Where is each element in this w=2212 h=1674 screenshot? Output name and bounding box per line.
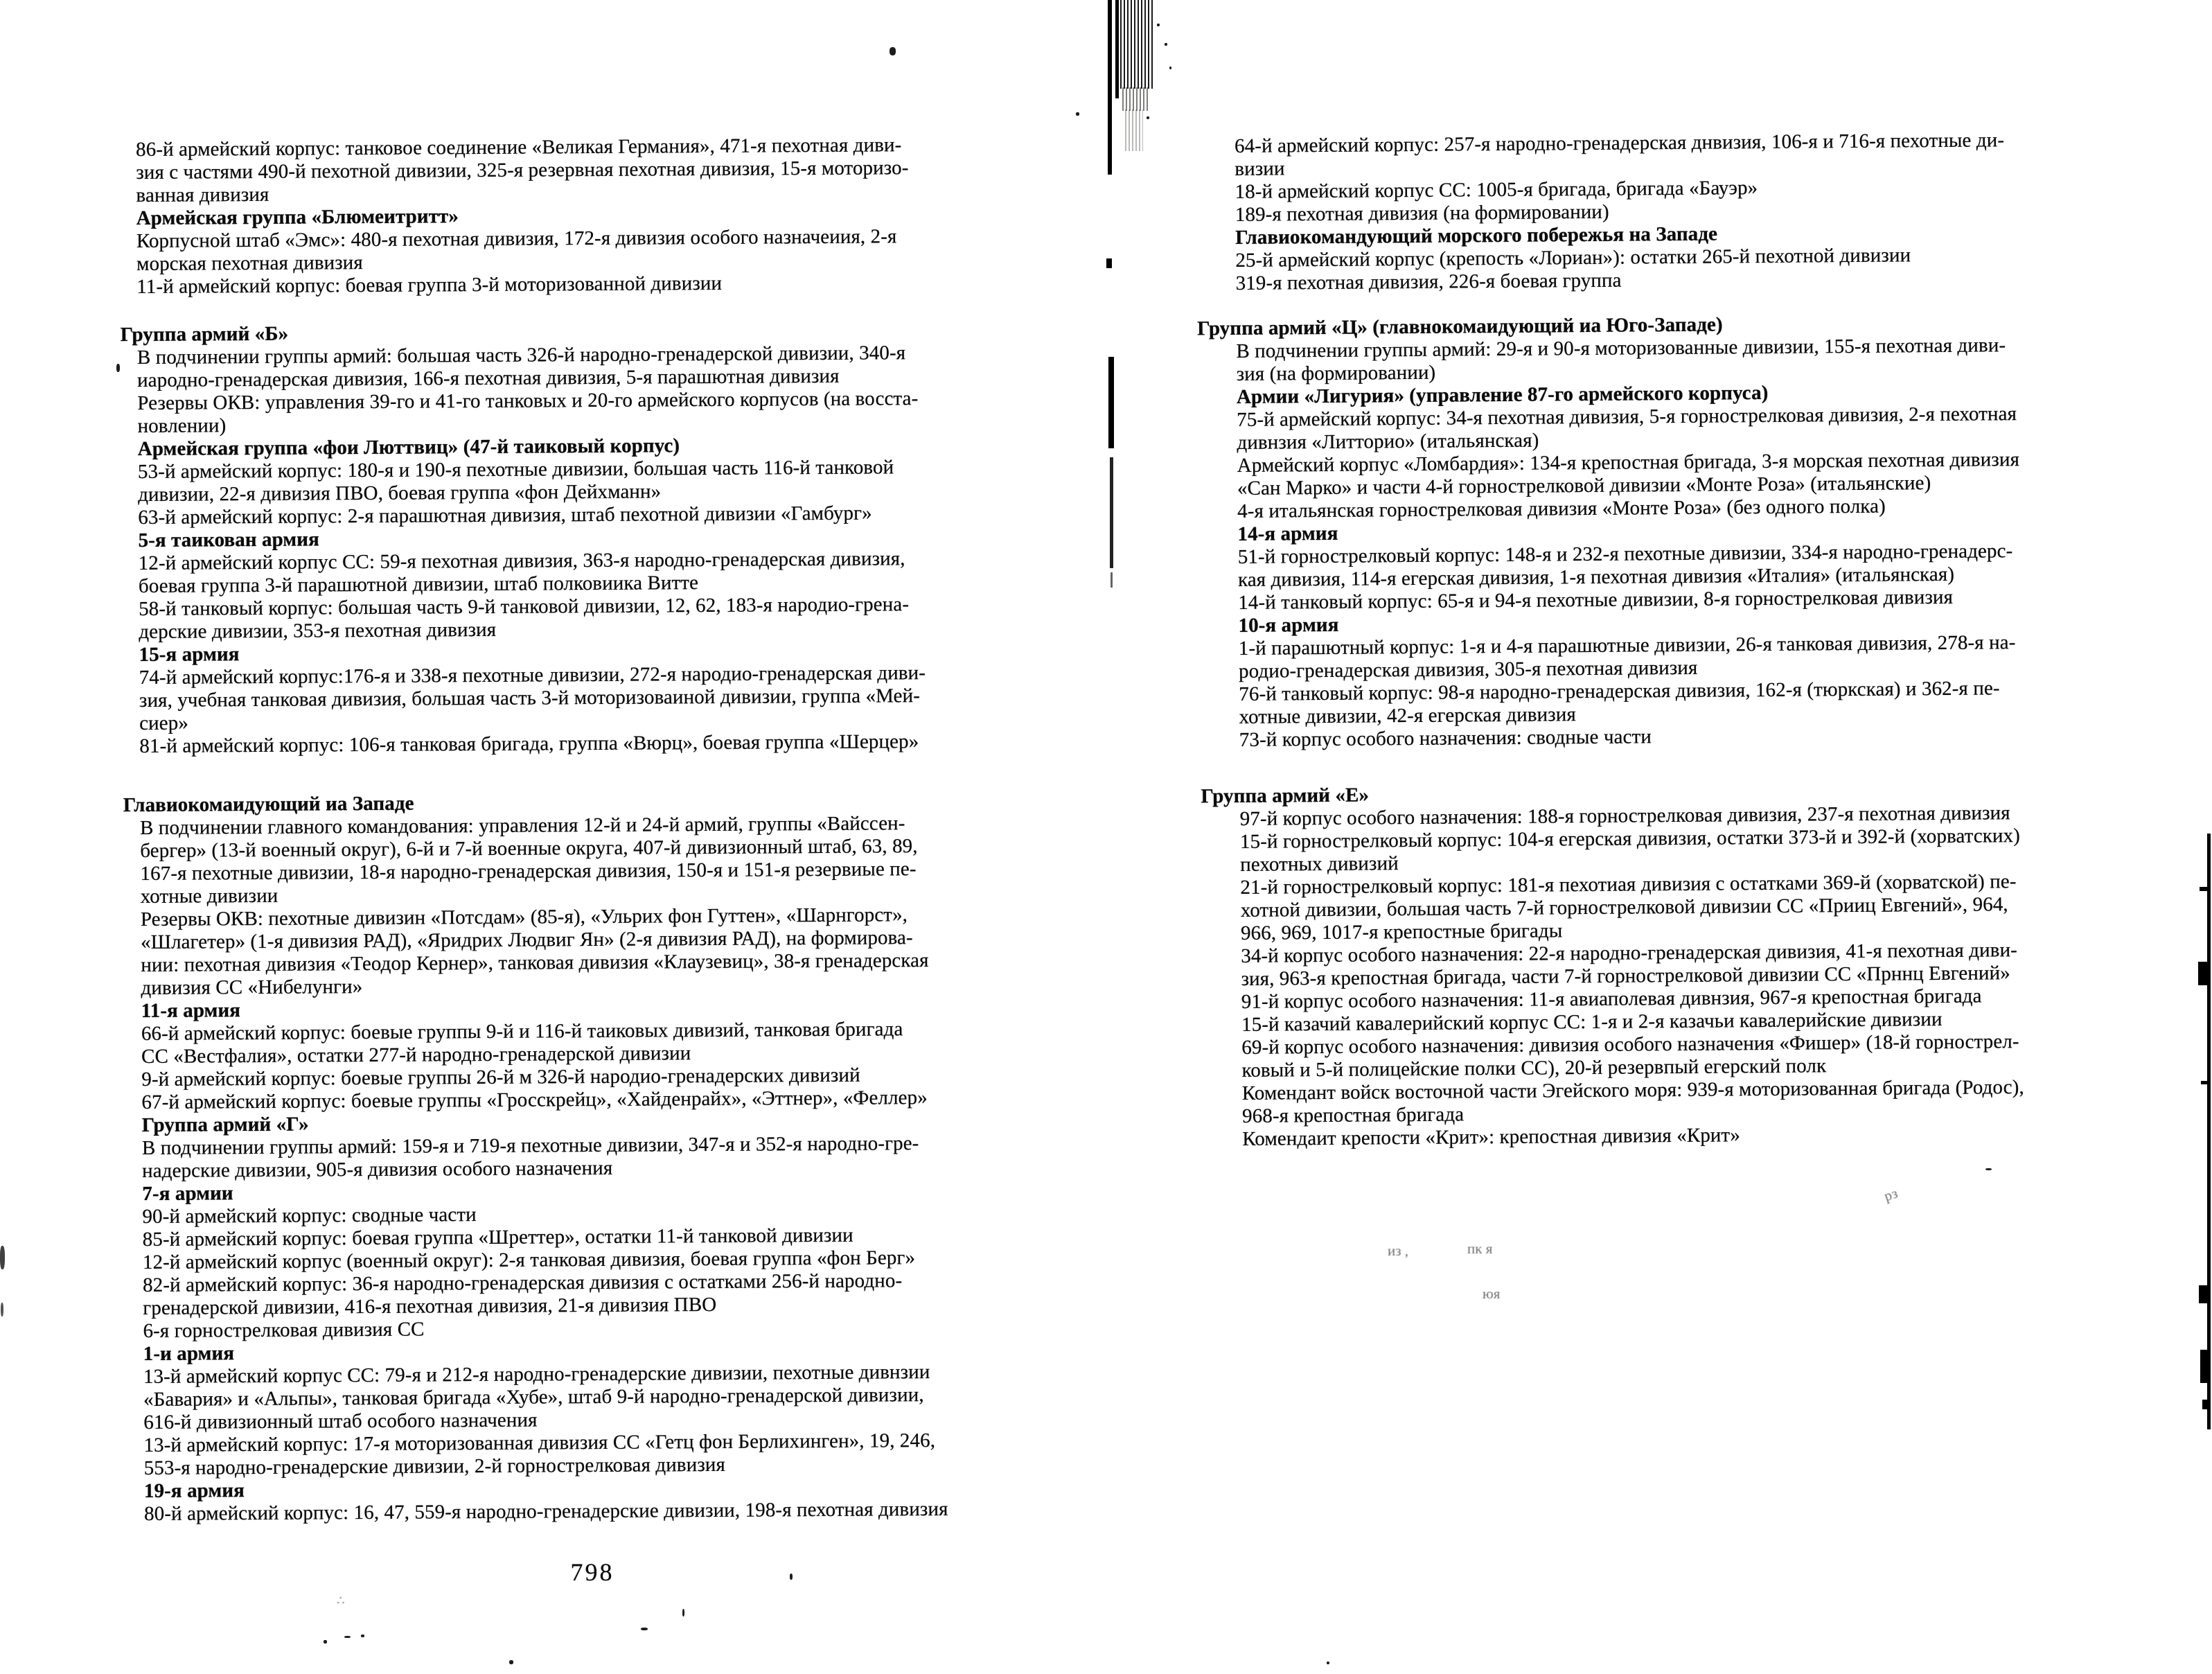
subsection-header: 15-я армия	[139, 643, 240, 667]
gutter-streak-artifact	[1111, 572, 1113, 588]
text-line: надерские дивизии, 905-я дивизия особого назначения	[142, 1156, 613, 1182]
text-line: дивизии, 22-я дивизия ПВО, боевая группа «фон Дейхманн»	[138, 480, 662, 506]
text-line: 90-й армейский корпус: сводные части	[142, 1204, 477, 1228]
text-line: 12-й армейский корпус СС: 59-я пехотная дивизия, 363-я народно-гренадерская дивизия,	[138, 547, 905, 575]
text-line: гренадерской дивизии, 416-я пехотная дивизия, 21-я дивизия ПВО	[143, 1293, 717, 1319]
text-line: 15-й казачий кавалерийский корпус СС: 1-я и 2-я казачьи кавалерийские дивизии	[1241, 1008, 1943, 1036]
scan-edge-tick	[2200, 1350, 2207, 1383]
text-line: визии	[1235, 157, 1285, 180]
text-line: 76-й танковый корпус: 98-я народно-гренадерская дивизия, 162-я (тюркская) и 362-я пе-	[1239, 677, 2000, 705]
text-line: 86-й армейский корпус: танковое соединение «Великая Германия», 471-я пехотная диви-	[136, 134, 902, 161]
text-line: 4-я итальянская горнострелковая дивизия «Монте Роза» (без одного полка)	[1237, 495, 1886, 522]
text-line: 91-й корпус особого назначения: 11-я авиаполевая дивнзия, 967-я крепостная бригада	[1241, 985, 1982, 1013]
gutter-streak-artifact	[1115, 0, 1119, 98]
text-line: 553-я народно-гренадерские дивизии, 2-й горнострелковая дивизия	[143, 1453, 725, 1479]
text-line: бергер» (13-й военный округ), 6-й и 7-й военные округа, 407-й дивизионный штаб, 63, 89,	[140, 835, 918, 863]
scan-edge-tick	[2198, 962, 2207, 985]
text-line: Армейский корпус «Ломбардия»: 134-я крепостная бригада, 3-я морская пехотная дивизия	[1237, 448, 2020, 477]
gutter-streak-artifact	[1125, 109, 1143, 151]
text-line: 25-й армейский корпус (крепость «Лориан»): остатки 265-й пехотной дивизии	[1235, 244, 1911, 272]
text-line: 80-й армейский корпус: 16, 47, 559-я народно-гренадерские дивизии, 198-я пехотная дивизия	[144, 1497, 948, 1525]
text-line: «Бавария» и «Альпы», танковая бригада «Хубе», штаб 9-й народно-гренадерской дивизии,	[143, 1384, 924, 1411]
dust-speck	[116, 364, 120, 372]
text-line: 12-й армейский корпус (военный округ): 2-я танковая дивизия, боевая группа «фон Берг»	[142, 1246, 916, 1274]
text-line: 616-й дивизионный штаб особого назначения	[143, 1409, 538, 1434]
text-line: 73-й корпус особого назначения: сводные части	[1239, 725, 1652, 751]
subsection-header: Главиокомандующий морского побережья на Западе	[1235, 222, 1718, 249]
text-line: зия, учебная танковая дивизия, большая часть 3-й моторизоваиной дивизии, группа «Мей-	[139, 685, 921, 712]
subsection-header: 1-и армия	[143, 1342, 235, 1365]
page-number: 798	[570, 1558, 614, 1586]
scan-edge-tick	[2202, 1400, 2207, 1409]
dust-speck	[361, 1635, 364, 1637]
subsection-header: Армейская группа «Блюмеитритт»	[136, 205, 459, 230]
gutter-speck	[1169, 67, 1171, 69]
text-line: зия с частями 490-й пехотной дивизии, 325-я резервная пехотная дивизия, 15-я моторизо-	[136, 157, 909, 184]
dust-speck	[790, 1574, 793, 1580]
edge-smudge	[0, 1246, 5, 1269]
subsection-header: 19-я армия	[143, 1479, 245, 1502]
text-line: 319-я пехотная дивизия, 226-я боевая группа	[1235, 269, 1622, 294]
text-line: В подчинении группы армий: 29-я и 90-я моторизованные дивизии, 155-я пехотная диви-	[1236, 334, 2006, 362]
scan-edge-tick	[2199, 1285, 2207, 1303]
text-line: 85-й армейский корпус: боевая группа «Шреттер», остатки 11-й танковой дивизии	[142, 1224, 853, 1251]
text-line: Резервы ОКВ: управления 39-го и 41-го танковых и 20-го армейского корпусов (на восста-	[137, 387, 919, 415]
text-line: В подчинении группы армий: 159-я и 719-я пехотные дивизии, 347-я и 352-я народно-гре-	[141, 1132, 919, 1159]
section-header: Группа армий «Ц» (главнокомаидующий иа Юго-Западе)	[1197, 313, 1723, 340]
gutter-streak-artifact	[1108, 357, 1114, 448]
subsection-header: 5-я таикован армия	[138, 528, 319, 552]
gutter-streak-artifact	[1110, 457, 1113, 568]
subsection-header: 7-я армии	[142, 1182, 233, 1205]
gutter-speck	[1147, 116, 1149, 119]
text-line: кая дивизия, 114-я егерская дивизия, 1-я пехотная дивизия «Италия» (итальянская)	[1237, 563, 1955, 591]
dust-speck	[509, 1660, 513, 1664]
text-line: «Шлагетер» (1-я дивизия РАД), «Яридрих Людвиг Ян» (2-я дивизия РАД), на формирова-	[140, 926, 913, 954]
text-line: дивизия СС «Нибелунги»	[141, 976, 363, 1000]
text-line: 13-й армейский корпус: 17-я моторизованная дивизия СС «Гетц фон Берлихинген», 19, 246,	[143, 1429, 936, 1456]
dust-speck	[324, 1640, 327, 1644]
text-line: 167-я пехотные дивизии, 18-я народно-гренадерская дивизия, 150-я и 151-я резервиые пе-	[140, 858, 917, 886]
subsection-header: Армейская группа «фои Люттвиц» (47-й таиковый корпус)	[137, 434, 680, 461]
text-line: хотные дивизии, 42-я егерская дивизия	[1239, 703, 1576, 728]
text-line: сиер»	[139, 712, 189, 735]
gutter-streak-artifact	[1120, 0, 1153, 89]
text-line: В подчинении главного командования: управления 12-й и 24-й армий, группы «Вайссен-	[139, 812, 905, 840]
text-line: 58-й танковый корпус: большая часть 9-й танковой дивизии, 12, 62, 183-я народио-грена-	[139, 593, 910, 621]
text-line: Корпусной штаб «Эмс»: 480-я пехотная дивизия, 172-я дивизия особого назначеиия, 2-я	[136, 225, 897, 253]
text-line: родио-гренадерская дивизия, 305-я пехотная дивизия	[1238, 656, 1698, 682]
text-line: 66-й армейский корпус: боевые группы 9-й и 116-й таиковых дивизий, танковая бригада	[141, 1018, 903, 1045]
text-line: 11-й армейский корпус: боевая группа 3-й моторизованной дивизии	[136, 272, 723, 299]
text-line: 6-я горнострелковая дивизия СС	[143, 1318, 425, 1342]
text-line: 9-й армейский корпус: боевые группы 26-й м 326-й народио-гренадерских дивизий	[141, 1064, 860, 1091]
scan-edge-line	[2207, 834, 2211, 1429]
text-line: морская пехотная дивизия	[136, 252, 363, 276]
dust-speck	[344, 1636, 351, 1638]
text-line: хотной дивизии, большая часть 7-й горнострелковой дивизии СС «Прииц Евгений», 964,	[1240, 893, 2008, 922]
text-line: Комендаит крепости «Крит»: крепостная дивизия «Крит»	[1242, 1124, 1740, 1150]
section-header: Группа армий «Б»	[120, 322, 289, 346]
subsection-header: 14-я армия	[1237, 522, 1338, 545]
text-line: 14-й танковый корпус: 65-я и 94-я пехотные дивизии, 8-я горнострелковая дивизия	[1238, 585, 1954, 614]
edge-smudge	[1, 1303, 3, 1316]
text-line: 74-й армейский корпус:176-я и 338-я пехотные дивизии, 272-я народио-гренадерская диви-	[139, 662, 926, 689]
text-line: ванная дивизия	[136, 183, 269, 207]
gutter-speck	[1165, 43, 1167, 46]
scan-edge-tick	[2201, 1081, 2207, 1084]
subsection-header: 10-я армия	[1238, 613, 1339, 637]
text-line: 1-й парашютный корпус: 1-я и 4-я парашютные дивизии, 26-я танковая дивизия, 278-я на-	[1238, 631, 2016, 660]
section-header: Группа армий «Е»	[1201, 784, 1370, 808]
gutter-streak-artifact	[1108, 0, 1112, 175]
dust-speck	[641, 1628, 648, 1630]
faint-mark: рз	[1882, 1184, 1900, 1205]
gutter-speck	[1076, 112, 1079, 116]
subsection-header: 11-я армия	[141, 999, 241, 1023]
text-line: 13-й армейский корпус СС: 79-я и 212-я народно-гренадерские дивизии, пехотные дивнзии	[143, 1361, 930, 1388]
faint-mark: ∴	[337, 1594, 345, 1607]
subsection-header: Группа армий «Г»	[141, 1113, 309, 1136]
text-line: 82-й армейский корпус: 36-я народно-гренадерская дивизия с остатками 256-й народно-	[143, 1269, 903, 1296]
text-line: 966, 969, 1017-я крепостные бригады	[1240, 919, 1563, 944]
text-line: зия (на формировании)	[1236, 361, 1436, 385]
faint-mark: юя	[1483, 1285, 1501, 1302]
faint-mark: из ,	[1388, 1242, 1409, 1259]
text-line: 15-й горнострелковый корпус: 104-я егерская дивизия, остатки 373-й и 392-й (хорватских)	[1239, 825, 2021, 853]
dust-speck	[1327, 1662, 1329, 1664]
section-header: Главиокомаидующий иа Западе	[123, 792, 414, 817]
text-line: В подчинении группы армий: большая часть 326-й народно-гренадерской дивизии, 340-я	[136, 342, 906, 369]
gutter-streak-artifact	[1122, 87, 1149, 111]
text-line: зия, 963-я крепостная бригада, части 7-й горнострелковой дивизии СС «Прннц Евгений»	[1241, 962, 2010, 990]
text-line: 81-й армейский корпус: 106-я танковая бригада, группа «Вюрц», боевая группа «Шерцер»	[139, 730, 919, 758]
text-line: новлении)	[137, 414, 227, 438]
text-line: 18-й армейский корпус СС: 1005-я бригада, бригада «Бауэр»	[1235, 177, 1758, 203]
text-line: нии: пехотная дивизия «Теодор Кернер», танковая дивизия «Клаузевиц», 38-я гренадерская	[141, 949, 929, 977]
text-line: 67-й армейский корпус: боевые группы «Гросскрейц», «Хайденрайх», «Эттнер», «Феллер»	[141, 1086, 928, 1113]
dust-speck	[890, 47, 896, 55]
text-line: 69-й корпус особого назначения: дивизия особого назначения «Фишер» (18-й горнострел-	[1241, 1030, 2019, 1059]
text-line: хотные дивизии	[140, 884, 278, 908]
text-line: 53-й армейский корпус: 180-я и 190-я пехотные дивизии, большая часть 116-й танковой	[137, 456, 894, 484]
text-line: Резервы ОКВ: пехотные дивизин «Потсдам» (85-я), «Ульрих фон Гуттен», «Шарнгорст»,	[140, 904, 908, 931]
text-line: пехотных дивизий	[1240, 852, 1399, 876]
text-line: 189-я пехотная дивизия (на формировании)	[1235, 200, 1609, 226]
text-line: 64-й армейский корпус: 257-я народно-гренадерская днвизия, 106-я и 716-я пехотные ди-	[1234, 129, 2005, 157]
dust-speck	[1985, 1168, 1992, 1170]
text-line: 97-й корпус особого назначения: 188-я горнострелковая дивизия, 237-я пехотная дивизия	[1239, 802, 2010, 830]
text-line: Комендант войск восточной части Эгейского моря: 939-я моторизованная бригада (Родос),	[1241, 1076, 2024, 1104]
text-line: иародно-гренадерская дивизия, 166-я пехотная дивизия, 5-я парашютная дивизия	[137, 364, 840, 392]
text-line: 968-я крепостная бригада	[1241, 1103, 1465, 1127]
text-line: дерские дивизии, 353-я пехотная дивизия	[139, 618, 497, 644]
gutter-speck	[1157, 24, 1160, 26]
subsection-header: Армии «Лигурия» (управление 87-го армейского корпуса)	[1236, 381, 1769, 408]
text-line: дивнзия «Литторио» (итальянская)	[1237, 429, 1539, 454]
text-line: 51-й горнострелковый корпус: 148-я и 232-я пехотные дивизии, 334-я народно-гренадерс-	[1237, 540, 2013, 568]
text-line: СС «Вестфалия», остатки 277-й народно-гренадерской дивизии	[141, 1042, 691, 1068]
dust-speck	[682, 1609, 684, 1616]
faint-mark: пк я	[1467, 1240, 1493, 1257]
gutter-tick-artifact	[1106, 258, 1112, 268]
text-line: боевая группа 3-й парашютной дивизии, штаб полковиика Витте	[138, 572, 699, 598]
text-line: 34-й корпус особого назначения: 22-я народно-гренадерская дивизия, 41-я пехотная диви-	[1241, 939, 2017, 967]
text-line: 75-й армейский корпус: 34-я пехотная дивизия, 5-я горнострелковая дивизия, 2-я пехотная	[1237, 403, 2017, 431]
text-line: 63-й армейский корпус: 2-я парашютная дивизия, штаб пехотной дивизии «Гамбург»	[138, 502, 872, 529]
text-line: «Сан Марко» и части 4-й горнострелковой дивизии «Монте Роза» (итальянские)	[1237, 472, 1931, 500]
scan-edge-tick	[2200, 887, 2207, 891]
text-line: ковый и 5-й полицейские полки СС), 20-й резервпый егерский полк	[1241, 1055, 1827, 1082]
text-line: 21-й горнострелковый корпус: 181-я пехотиая дивизия с остатками 369-й (хорватской) пе-	[1240, 870, 2017, 899]
